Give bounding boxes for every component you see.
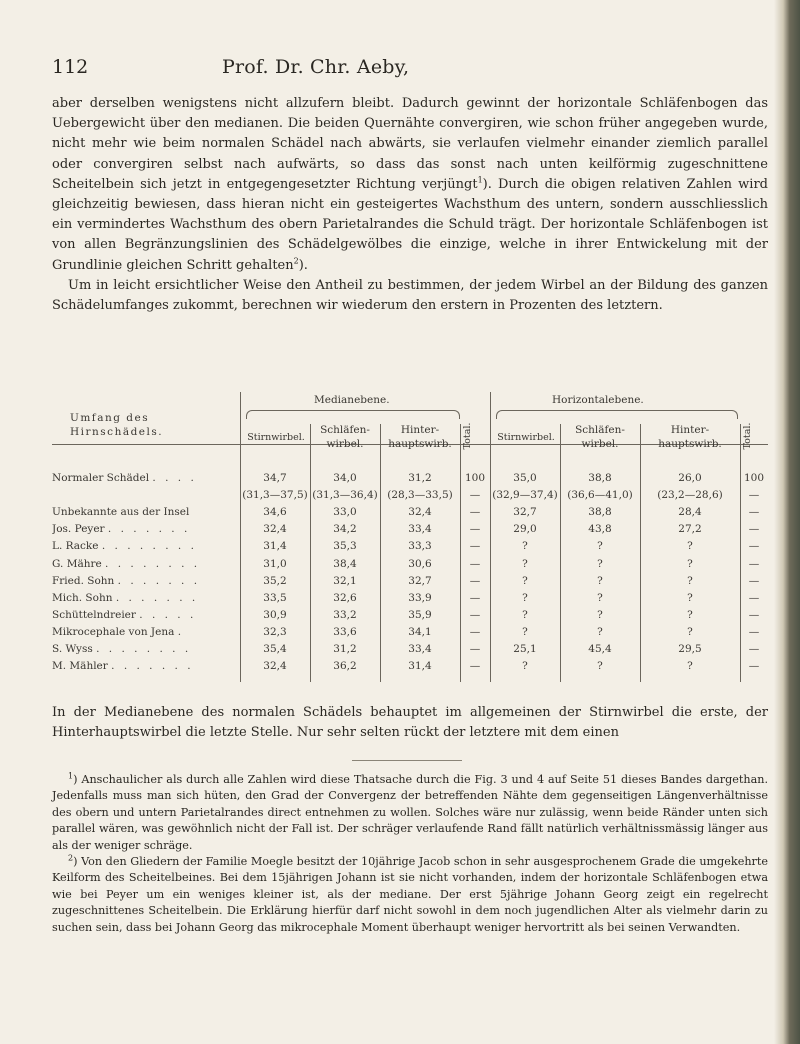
page-number: 112 xyxy=(52,56,89,78)
table-cell: — xyxy=(469,574,481,587)
table-cell: ? xyxy=(687,557,693,570)
table-cell: 45,4 xyxy=(588,643,612,655)
paragraph-1: aber derselben wenigstens nicht allzufern bleibt. Dadurch gewinnt der horizontale Schläfenbogen das Uebergewicht über den medianen. Die beiden Quernähte convergiren, wie schon früher angegeben wurde, nicht mehr wie beim normalen Schädel nach abwärts, sie verlaufen vielmehr einander ziemlich parallel oder convergiren selbst nach aufwärts, so dass das sonst nach unten keilförmig zugeschnittene Scheitelbein sich jetzt in entgegengesetzter Richtung verjüngt$^1$). Durch die obigen relativen Zahlen wird gleichzeitig bewiesen, dass hieran nicht ein gesteigertes Wachsthum des untern, sondern ausschliesslich ein vermindertes Wachsthum des obern Parietalrandes die Schuld trägt. Der horizontale Schläfenbogen ist von allen Begränzungslinien des Schädelgewölbes die einzige, welche in ihrer Entwickelung mit der Grundlinie gleichen Schritt gehalten$^2$). xyxy=(52,96,768,273)
table-cell: 31,4 xyxy=(263,540,287,553)
table-cell: — xyxy=(748,643,760,655)
table-cell: 32,4 xyxy=(263,523,287,536)
table-cell: ? xyxy=(522,660,528,673)
col-total-median: Total. xyxy=(462,422,473,450)
table-cell: 35,2 xyxy=(263,574,287,587)
running-title: Prof. Dr. Chr. Aeby, xyxy=(222,56,410,78)
group-median: Medianebene. xyxy=(314,394,390,406)
row-label: G. Mähre . . . . . . . . xyxy=(52,557,201,570)
table-cell: 43,8 xyxy=(588,523,612,536)
table-cell: 32,1 xyxy=(333,574,357,587)
corner-label-1: Umfang des xyxy=(70,412,150,424)
table-cell: 35,0 xyxy=(513,472,537,484)
table-cell: 34,2 xyxy=(333,523,357,536)
col-hinter-median-2: hauptswirb. xyxy=(388,438,452,450)
table-cell: — xyxy=(469,660,481,673)
table-cell: 31,4 xyxy=(408,660,432,673)
table-cell: — xyxy=(748,574,760,587)
col-schlaefen-horizontal-1: Schläfen- xyxy=(575,424,625,436)
table-cell: 35,3 xyxy=(333,540,357,553)
table-cell: 31,2 xyxy=(333,643,357,655)
col-schlaefen-horizontal-2: wirbel. xyxy=(581,438,619,450)
row-label: Mich. Sohn . . . . . . . xyxy=(52,591,199,604)
table-cell: ? xyxy=(597,591,603,604)
table-cell: ? xyxy=(687,608,693,621)
row-label: Jos. Peyer . . . . . . . xyxy=(52,523,191,536)
table-cell: 100 xyxy=(743,472,765,484)
table-cell: 33,3 xyxy=(408,540,432,553)
table-cell: ? xyxy=(522,540,528,553)
data-table xyxy=(52,392,768,682)
row-label: Fried. Sohn . . . . . . . xyxy=(52,574,201,587)
col-total-horizontal: Total. xyxy=(742,422,753,450)
table-cell: 34,0 xyxy=(333,472,357,484)
row-label: Mikrocephale von Jena . xyxy=(52,625,185,638)
paragraph-after-table: In der Medianebene des normalen Schädels behauptet im allgemeinen der Stirnwirbel die erste, der Hinterhauptswirbel die letzte Stelle. Nur sehr selten rückt der letztere mit dem einen xyxy=(52,705,768,740)
table-cell: ? xyxy=(687,574,693,587)
table-cell: 31,0 xyxy=(263,557,287,570)
table-cell: (36,6—41,0) xyxy=(567,489,633,502)
table-cell: — xyxy=(469,489,481,502)
table-cell: — xyxy=(748,591,760,604)
table-cell: 32,7 xyxy=(513,506,537,519)
table-cell: ? xyxy=(522,574,528,587)
table-cell: 25,1 xyxy=(513,643,537,655)
footnotes xyxy=(52,772,768,936)
table-cell: (28,3—33,5) xyxy=(387,489,453,502)
table-cell: 34,1 xyxy=(408,625,432,638)
table-cell: 33,2 xyxy=(333,608,357,621)
table-cell: — xyxy=(748,489,760,502)
table-cell: 34,6 xyxy=(263,506,287,519)
col-hinter-horizontal-1: Hinter- xyxy=(670,424,710,436)
col-hinter-horizontal-2: hauptswirb. xyxy=(658,438,722,450)
table-cell: 33,0 xyxy=(333,506,357,519)
table-cell: 38,8 xyxy=(588,506,612,519)
row-label: Schüttelndreier . . . . . xyxy=(52,608,197,621)
running-header xyxy=(52,56,768,86)
table-cell: 27,2 xyxy=(678,523,702,536)
table-cell: — xyxy=(469,557,481,570)
table-cell: (31,3—36,4) xyxy=(312,489,378,502)
table-cell: 33,9 xyxy=(408,591,432,604)
row-label: Normaler Schädel . . . . xyxy=(52,472,197,484)
paragraph-2: Um in leicht ersichtlicher Weise den Antheil zu bestimmen, der jedem Wirbel an der Bildung des ganzen Schädelumfanges zukommt, berechnen wir wiederum den erstern in Prozenten des letztern. xyxy=(52,277,768,314)
table-cell: ? xyxy=(597,574,603,587)
footnote-mark-1: 1 xyxy=(477,175,483,185)
table-cell: ? xyxy=(687,660,693,673)
table-cell: 32,6 xyxy=(333,591,357,604)
table-cell: 28,4 xyxy=(678,506,702,519)
body-text xyxy=(52,94,768,316)
table-cell: 33,6 xyxy=(333,625,357,638)
table-cell: ? xyxy=(597,557,603,570)
table-cell: 33,4 xyxy=(408,523,432,536)
corner-label-2: Hirnschädels. xyxy=(70,426,164,438)
table-cell: 100 xyxy=(464,472,486,484)
col-hinter-median-1: Hinter- xyxy=(400,424,440,436)
table-cell: 33,5 xyxy=(263,591,287,604)
table-cell: (23,2—28,6) xyxy=(657,489,723,502)
table-cell: 32,4 xyxy=(408,506,432,519)
table-cell: — xyxy=(469,643,481,655)
table-cell: — xyxy=(748,608,760,621)
row-label: S. Wyss . . . . . . . . xyxy=(52,643,192,655)
page-edge-shadow xyxy=(774,0,800,1044)
footnote-mark-2: 2 xyxy=(293,256,299,266)
table-cell: 34,7 xyxy=(263,472,287,484)
table-cell: — xyxy=(469,540,481,553)
table-cell: (32,9—37,4) xyxy=(492,489,558,502)
col-schlaefen-median-2: wirbel. xyxy=(326,438,364,450)
group-horizontal: Horizontalebene. xyxy=(552,394,644,406)
table-cell: ? xyxy=(597,540,603,553)
row-label: L. Racke . . . . . . . . xyxy=(52,540,197,553)
table-cell: ? xyxy=(597,625,603,638)
table-cell: — xyxy=(748,506,760,519)
col-stirn-median: Stirnwirbel. xyxy=(247,432,305,443)
table-cell: — xyxy=(469,506,481,519)
table-cell: 35,4 xyxy=(263,643,287,655)
footnote-1: $^1$) Anschaulicher als durch alle Zahlen wird diese Thatsache durch die Fig. 3 und 4 auf Seite 51 dieses Bandes dargethan. Jedenfalls muss man sich hüten, den Grad der Convergenz der betreffenden Nähte dem gegenseitigen Längenverhältnisse des obern und untern Parietalrandes direct entnehmen zu wollen. Solches wäre nur zulässig, wenn beide Ränder unten sich parallel wären, was gewöhnlich nicht der Fall ist. Der schräger verlaufende Rand fällt natürlich verhältnissmässig länger aus als der weniger schräge. xyxy=(52,771,769,852)
table-cell: 35,9 xyxy=(408,608,432,621)
row-label: Unbekannte aus der Insel xyxy=(52,506,190,519)
footnote-2: $^2$) Von den Gliedern der Familie Moegle besitzt der 10jährige Jacob schon in sehr ausgesprochenem Grade die umgekehrte Keilform des Scheitelbeines. Bei dem 15jährigen Johann ist sie nicht vorhanden, indem der horizontale Schläfenbogen etwa wie bei Peyer um ein weniges kleiner ist, als der mediane. Der erst 5jährige Johann Georg zeigt ein regelrecht zugeschnittenes Scheitelbein. Die Erklärung hierfür darf nicht sowohl in dem noch jugendlichen Alter als vielmehr darin zu suchen sein, dass bei Johann Georg das mikrocephale Moment überhaupt weniger hervortritt als bei seinen Verwandten. xyxy=(52,853,768,934)
table-cell: — xyxy=(748,523,760,536)
table-cell: 38,4 xyxy=(333,557,357,570)
table-cell: 32,7 xyxy=(408,574,432,587)
table-cell: 32,4 xyxy=(263,660,287,673)
table-cell: — xyxy=(748,625,760,638)
table-cell: ? xyxy=(522,591,528,604)
col-stirn-horizontal: Stirnwirbel. xyxy=(497,432,555,443)
table-cell: 38,8 xyxy=(588,472,612,484)
table-cell: 29,5 xyxy=(678,643,702,655)
table-cell: 30,6 xyxy=(408,557,432,570)
table-cell: 33,4 xyxy=(408,643,432,655)
table-cell: 36,2 xyxy=(333,660,357,673)
table-cell: 31,2 xyxy=(408,472,432,484)
table-cell: 32,3 xyxy=(263,625,287,638)
row-label: M. Mähler . . . . . . . xyxy=(52,660,194,673)
table-cell: — xyxy=(469,523,481,536)
table-cell: 26,0 xyxy=(678,472,702,484)
table-cell: ? xyxy=(522,557,528,570)
table-cell: — xyxy=(748,660,760,673)
table-cell: ? xyxy=(522,608,528,621)
col-schlaefen-median-1: Schläfen- xyxy=(320,424,370,436)
table-cell: ? xyxy=(522,625,528,638)
table-cell: — xyxy=(748,540,760,553)
table-cell: ? xyxy=(687,625,693,638)
footnote-rule xyxy=(352,760,462,761)
table-cell: — xyxy=(469,608,481,621)
table-cell: — xyxy=(748,557,760,570)
table-cell: (31,3—37,5) xyxy=(242,489,308,502)
table-cell: ? xyxy=(687,540,693,553)
table-cell: 29,0 xyxy=(513,523,537,536)
table-cell: 30,9 xyxy=(263,608,287,621)
table-cell: — xyxy=(469,591,481,604)
table-cell: ? xyxy=(687,591,693,604)
table-cell: ? xyxy=(597,608,603,621)
table-cell: — xyxy=(469,625,481,638)
table-cell: ? xyxy=(597,660,603,673)
